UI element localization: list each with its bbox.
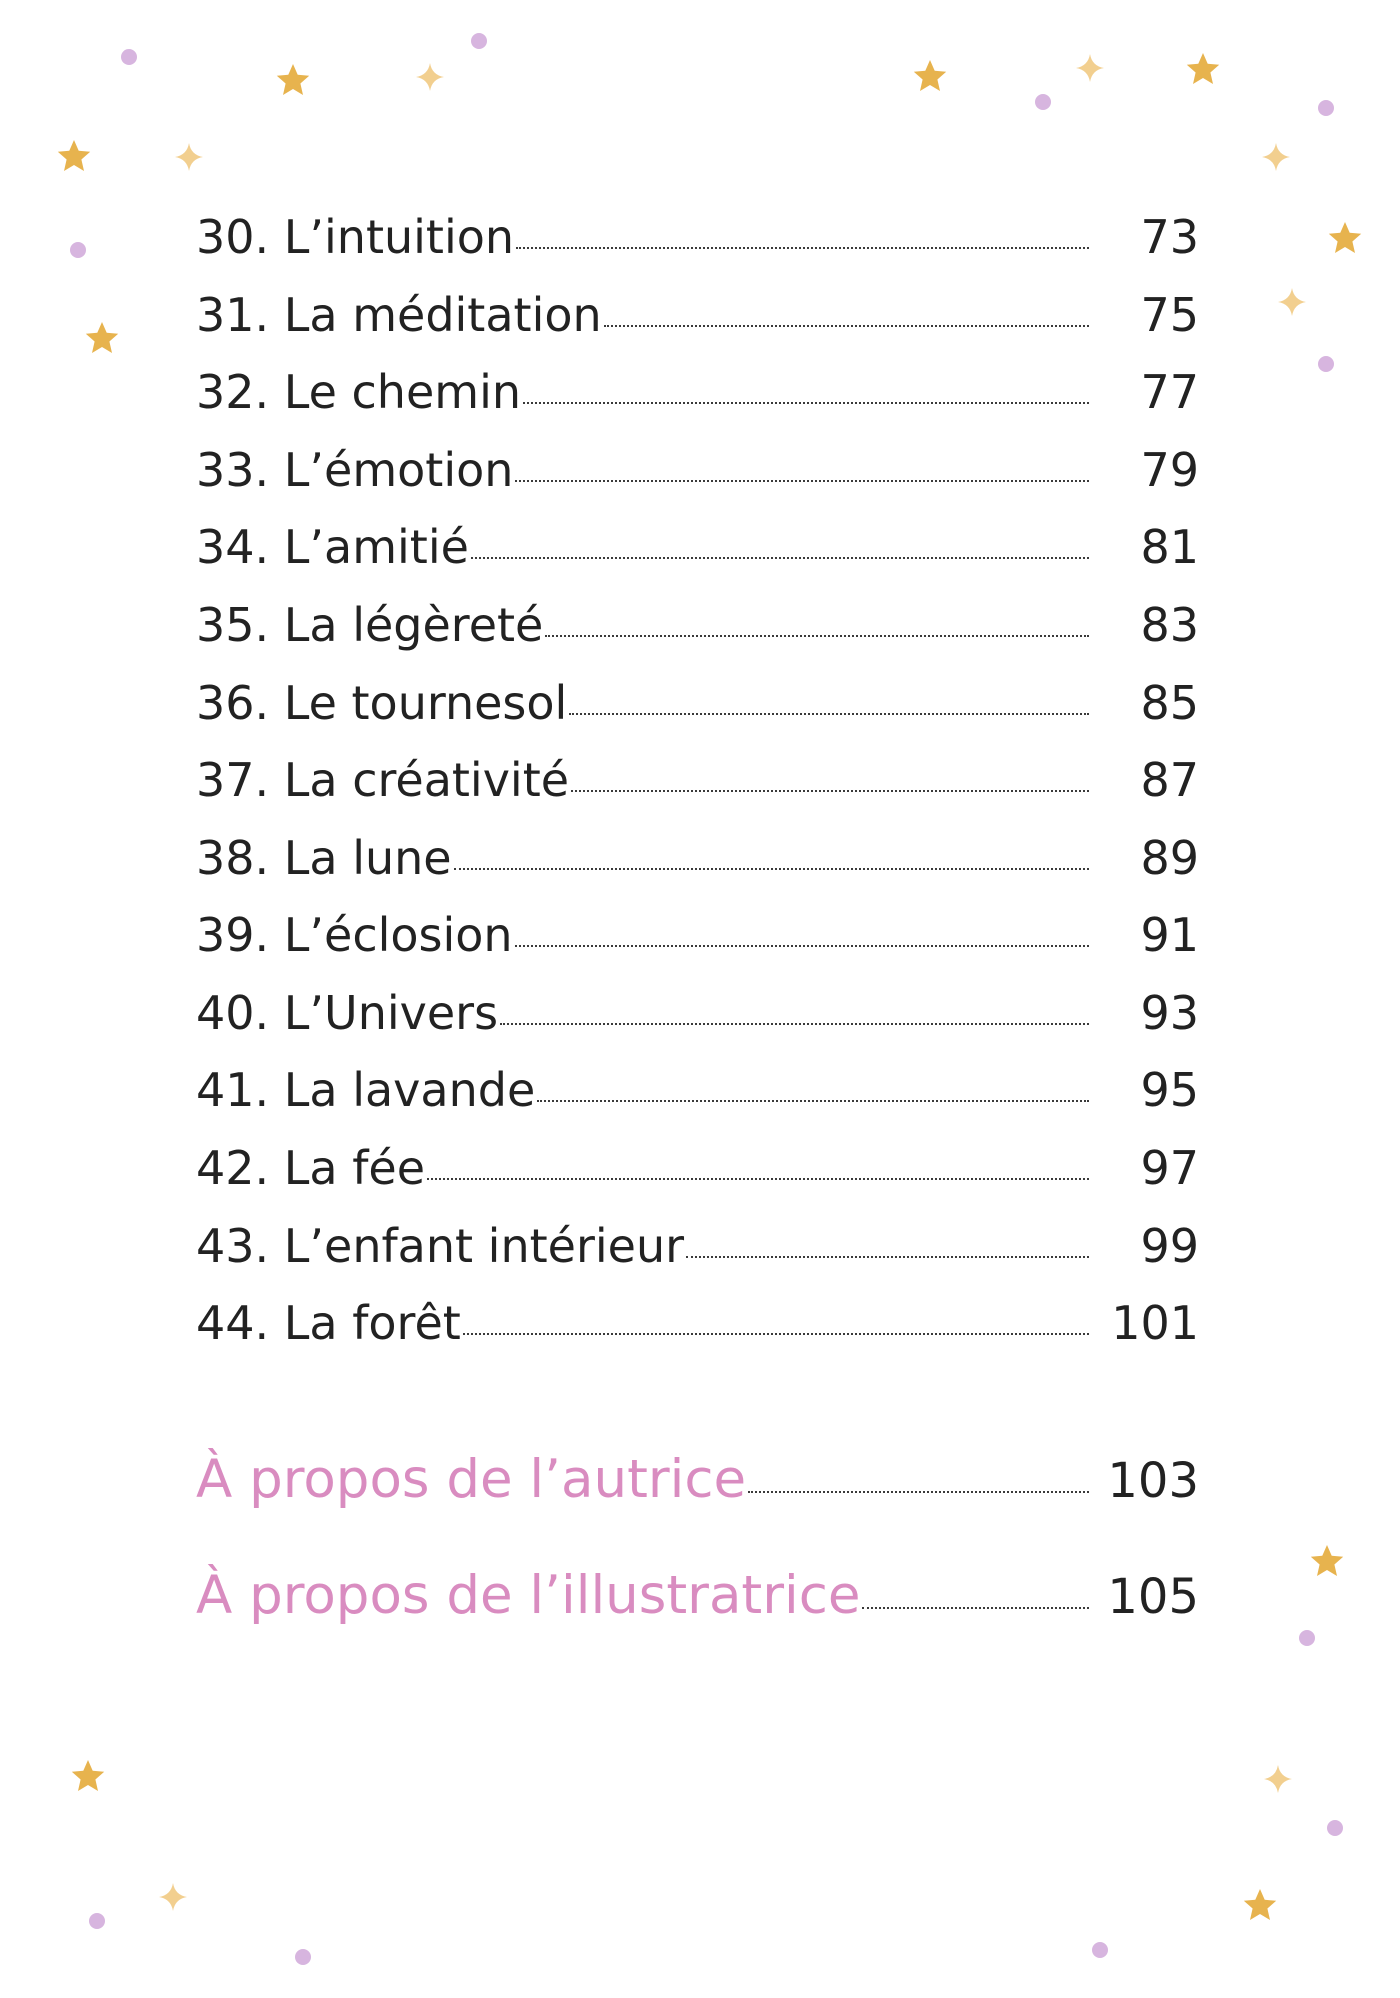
dot-leader xyxy=(537,1100,1089,1102)
toc-entry[interactable] xyxy=(196,1216,1199,1276)
toc-entry-page: 99 xyxy=(1140,1219,1199,1273)
toc-entry-page: 85 xyxy=(1140,676,1199,730)
toc-entry-page: 89 xyxy=(1140,831,1199,885)
toc-entry-page: 93 xyxy=(1140,986,1199,1040)
dot-leader xyxy=(545,635,1089,637)
dot-leader xyxy=(748,1491,1089,1493)
toc-entry[interactable] xyxy=(196,595,1199,655)
star-icon xyxy=(1187,53,1219,84)
dot-leader xyxy=(862,1607,1089,1609)
dot-icon xyxy=(1092,1942,1108,1958)
toc-entry[interactable] xyxy=(196,440,1199,500)
toc-entry[interactable] xyxy=(196,983,1199,1043)
toc-entry[interactable] xyxy=(196,828,1199,888)
dot-icon xyxy=(1318,100,1334,116)
dot-leader xyxy=(471,557,1089,559)
toc-entry-title: 38. La lune xyxy=(196,831,452,885)
toc-entry-title: 43. L’enfant intérieur xyxy=(196,1219,685,1273)
toc-entry-title: 39. L’éclosion xyxy=(196,908,513,962)
toc-entry-page: 81 xyxy=(1140,520,1199,574)
dot-leader xyxy=(515,945,1089,947)
toc-entry[interactable] xyxy=(196,1138,1199,1198)
toc-entry-title: 32. Le chemin xyxy=(196,365,522,419)
toc-entry[interactable] xyxy=(196,207,1199,267)
dot-icon xyxy=(121,49,137,65)
dot-leader xyxy=(463,1333,1089,1335)
sparkle-icon xyxy=(1076,54,1104,82)
dot-icon xyxy=(1327,1820,1343,1836)
toc-entry-page: 91 xyxy=(1140,908,1199,962)
dot-leader xyxy=(686,1256,1089,1258)
dot-icon xyxy=(1035,94,1051,110)
star-icon xyxy=(1244,1889,1276,1920)
toc-entry-title: 31. La méditation xyxy=(196,288,602,342)
toc-entry[interactable] xyxy=(196,1060,1199,1120)
toc-appendix-page: 105 xyxy=(1107,1569,1199,1625)
toc-entry-page: 97 xyxy=(1140,1141,1199,1195)
toc-entry-page: 87 xyxy=(1140,753,1199,807)
toc-entry[interactable] xyxy=(196,905,1199,965)
dot-icon xyxy=(70,242,86,258)
toc-entry-title: 30. L’intuition xyxy=(196,210,515,264)
dot-leader xyxy=(515,480,1089,482)
toc-entry-page: 95 xyxy=(1140,1063,1199,1117)
star-icon xyxy=(277,64,309,95)
toc-appendix-title: À propos de l’autrice xyxy=(196,1449,747,1510)
toc-appendix-entry[interactable] xyxy=(196,1445,1199,1516)
toc-entry-title: 40. L’Univers xyxy=(196,986,499,1040)
toc-entry-title: 41. La lavande xyxy=(196,1063,536,1117)
dot-icon xyxy=(89,1913,105,1929)
star-icon xyxy=(1329,222,1361,253)
toc-entry-page: 83 xyxy=(1140,598,1199,652)
toc-entry-page: 77 xyxy=(1140,365,1199,419)
toc-entry-title: 44. La forêt xyxy=(196,1296,461,1350)
toc-entry-title: 35. La légèreté xyxy=(196,598,544,652)
toc-appendix-entry[interactable] xyxy=(196,1561,1199,1632)
toc-entry[interactable] xyxy=(196,750,1199,810)
dot-icon xyxy=(1299,1630,1315,1646)
toc-entry-page: 75 xyxy=(1140,288,1199,342)
toc-entry[interactable] xyxy=(196,1293,1199,1353)
toc-entry[interactable] xyxy=(196,285,1199,345)
toc-appendix-title: À propos de l’illustratrice xyxy=(196,1565,861,1626)
dot-icon xyxy=(295,1949,311,1965)
toc-entry-page: 79 xyxy=(1140,443,1199,497)
toc-entry-title: 42. La fée xyxy=(196,1141,426,1195)
toc-entry-title: 37. La créativité xyxy=(196,753,570,807)
dot-leader xyxy=(604,325,1089,327)
toc-entry-title: 34. L’amitié xyxy=(196,520,469,574)
toc-entry[interactable] xyxy=(196,362,1199,422)
sparkle-icon xyxy=(159,1883,187,1911)
dot-leader xyxy=(516,247,1089,249)
star-icon xyxy=(86,322,118,353)
toc-entry[interactable] xyxy=(196,517,1199,577)
star-icon xyxy=(914,60,946,91)
dot-leader xyxy=(569,713,1089,715)
toc-entry-title: 36. Le tournesol xyxy=(196,676,568,730)
dot-leader xyxy=(571,790,1089,792)
sparkle-icon xyxy=(1264,1765,1292,1793)
toc-appendix-page: 103 xyxy=(1107,1453,1199,1509)
star-icon xyxy=(72,1760,104,1791)
dot-leader xyxy=(523,402,1089,404)
sparkle-icon xyxy=(416,63,444,91)
toc-entry-title: 33. L’émotion xyxy=(196,443,514,497)
dot-leader xyxy=(454,868,1089,870)
toc-entry-page: 101 xyxy=(1111,1296,1199,1350)
dot-icon xyxy=(1318,356,1334,372)
toc-entry[interactable] xyxy=(196,673,1199,733)
sparkle-icon xyxy=(1278,288,1306,316)
star-icon xyxy=(1311,1545,1343,1576)
dot-icon xyxy=(471,33,487,49)
toc-entry-page: 73 xyxy=(1140,210,1199,264)
sparkle-icon xyxy=(1262,143,1290,171)
dot-leader xyxy=(427,1178,1089,1180)
sparkle-icon xyxy=(175,143,203,171)
star-icon xyxy=(58,140,90,171)
dot-leader xyxy=(500,1023,1089,1025)
